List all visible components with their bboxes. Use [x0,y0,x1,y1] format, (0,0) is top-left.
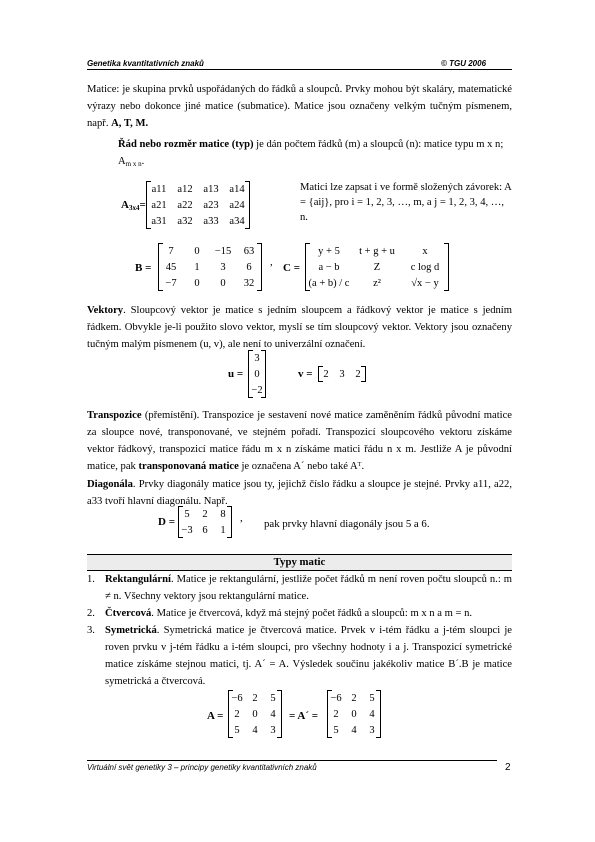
matrix-cell: a32 [177,215,193,227]
matrix-cell: −2 [251,384,263,396]
comma: , [270,256,273,268]
bracket-right [444,243,449,291]
footer-rule [87,760,497,761]
matrix-cell: 0 [194,277,200,289]
list-item-text: . Matice je čtvercová, když má stejný počet řádků a sloupců: m x n a m = n. [151,608,473,619]
matrix-cell: a34 [229,215,245,227]
matrix-c-table [305,243,449,291]
sym-transpose-label: = A´ = [289,710,319,722]
page-header [87,56,512,70]
sym-matrix-a [228,690,282,738]
bracket-left [228,690,233,738]
bracket-left [305,243,310,291]
matrix-cell: 2 [351,692,357,704]
vector-v-table [318,366,366,382]
header-rule [87,69,512,70]
bracket-left [158,243,163,291]
matrix-cell: −3 [181,524,193,536]
bracket-right [277,690,282,738]
diagonal-text: . Prvky diagonály matice jsou ty, jejichž číslo řádku a sloupce je stejné. Prvky a11, a22, a33 tvoří hlavní diagonálu. Např. [87,479,512,507]
matrix-b [158,243,262,291]
transpose-text-end: je označena A´ nebo také Aᵀ. [238,461,365,472]
matrix-cell: a21 [151,199,167,211]
matrix-cell: a13 [203,183,219,195]
list-item [87,571,512,605]
vector-v [318,366,366,382]
sym-matrix-a-transposed-table [327,690,381,738]
matrix-cell: 0 [254,368,260,380]
vectors-text: . Sloupcový vektor je matice s jedním sloupcem a řádkový vektor je matice s jedním řádkem. Obvykle je-li použito slovo vektor, myslí se tím sloupcový vektor. Vektory jsou označeny tučným malým písmenem (u, v), ale není to univerzální označení. [87,305,512,350]
matrix-cell: −15 [214,245,232,257]
matrix-row [178,506,232,522]
bracket-right [376,690,381,738]
matrix-cell: 63 [243,245,255,257]
matrix-cell: a − b [318,261,340,273]
order-paragraph [118,136,512,173]
matrix-row [146,197,250,213]
vector-u-label: u = [228,368,244,380]
matrix-cell: 4 [270,708,276,720]
matrix-a34-table [146,181,250,229]
matrix-row [305,259,449,275]
list-item-text: . Symetrická matice je čtvercová matice. Prvek v i-tém řádku a j-tém sloupci je roven prvku v j-tém řádku a i-tém sloupci, pro všechny hodnoty i a j. Transpozicí symetrické matice získáme stejnou matici, tj. A´ = A. Výsledek součinu jakékoliv matice B´.B je matice symetrická a čtvercová. [105,625,512,687]
matrix-row [228,706,282,722]
order-end: . [141,156,145,167]
list-item-title: Čtvercová [105,608,152,619]
matrix-cell: 5 [333,724,339,736]
vectors-paragraph [87,302,512,353]
matrix-cell: 2 [252,692,258,704]
page-number: 2 [505,762,511,773]
bracket-left [146,181,151,229]
matrix-cell: a14 [229,183,245,195]
matrix-cell: 2 [202,508,208,520]
matrix-cell: 7 [168,245,174,257]
matrix-cell: 3 [339,368,345,380]
matrix-row [146,213,250,229]
matrix-cell: 3 [254,352,260,364]
matrix-cell: −7 [165,277,177,289]
matrix-row [158,259,262,275]
diagonal-paragraph [87,476,512,510]
matrix-row [327,722,381,738]
matrix-cell: c log d [410,261,440,273]
matrix-a34-letter: A [121,199,129,211]
matrix-cell: a31 [151,215,167,227]
diagonal-title: Diagonála [87,479,133,490]
list-item-title: Rektangulární [105,574,171,585]
bracket-left [327,690,332,738]
matrix-row [318,366,366,382]
matrix-cell: 5 [369,692,375,704]
braces-notation-text: Matici lze zapsat i ve formě složených závorek: A = {aij}, pro i = 1, 2, 3, …, m, a j = 1, 2, 3, 4, …, n. [300,182,512,223]
matrix-cell: a24 [229,199,245,211]
vector-v-label: v = [298,368,313,380]
matrix-cell: Z [373,261,381,273]
matrix-cell: a22 [177,199,193,211]
matrix-a34 [146,181,250,229]
list-number: 1. [87,574,95,585]
list-number: 2. [87,608,95,619]
matrix-row [228,722,282,738]
matrix-row [146,181,250,197]
intro-paragraph [87,81,512,132]
matrix-cell: −6 [231,692,243,704]
vector-u [248,350,266,398]
footer-title: Virtuální svět genetiky 3 – principy genetiky kvantitativních znaků [87,763,317,772]
matrix-cell: 3 [220,261,226,273]
matrix-cell: 0 [220,277,226,289]
matrix-row [327,690,381,706]
matrix-cell: 4 [351,724,357,736]
matrix-cell: a33 [203,215,219,227]
types-heading: Typy matic [87,554,512,571]
matrix-cell: a12 [177,183,193,195]
bracket-right [257,243,262,291]
matrix-cell: x [422,245,428,257]
intro-text: Matice: je skupina prvků uspořádaných do řádků a sloupců. Prvky mohou být skaláry, matematické výrazy nebo dokonce jiné matice (submatice). Matice jsou označeny velkým tučným písmenem, např. [87,84,512,129]
matrix-cell: 4 [369,708,375,720]
matrix-c-label: C = [283,262,300,274]
matrix-cell: a23 [203,199,219,211]
transpose-paragraph [87,407,512,475]
diagonal-conclusion: pak prvky hlavní diagonály jsou 5 a 6. [264,518,430,530]
matrix-row [178,522,232,538]
bracket-left [178,506,183,538]
matrix-c [305,243,449,291]
matrix-cell: 2 [234,708,240,720]
list-item-text: . Matice je rektangulární, jestliže počet řádků m není roven počtu sloupců n.: m ≠ n. Všechny vektory jsou rektangulární matice. [105,574,512,602]
matrix-cell: 5 [234,724,240,736]
order-term: Řád nebo rozměr matice (typ) [118,139,254,150]
matrix-b-table [158,243,262,291]
sym-matrix-label: A = [207,710,224,722]
order-subscript: m x n [125,160,142,168]
matrix-cell: 4 [252,724,258,736]
matrix-b-label: B = [135,262,152,274]
matrix-cell: 2 [323,368,329,380]
matrix-row [158,275,262,291]
matrix-d [178,506,232,538]
matrix-cell: 1 [194,261,200,273]
matrix-cell: 6 [246,261,252,273]
transpose-term: transponovaná matice [138,461,239,472]
list-number: 3. [87,625,95,636]
intro-examples: A, T, M. [111,118,149,129]
matrix-cell: 8 [220,508,226,520]
matrix-cell: −6 [330,692,342,704]
matrix-cell: 5 [184,508,190,520]
vectors-title: Vektory [87,305,124,316]
header-title: Genetika kvantitativních znaků [87,59,204,68]
matrix-cell: 32 [243,277,255,289]
matrix-cell: 0 [351,708,357,720]
list-item [87,622,512,690]
sym-matrix-a-table [228,690,282,738]
matrix-d-label: D = [158,516,175,528]
transpose-title: Transpozice [87,410,142,421]
matrix-row [158,243,262,259]
matrix-cell: 1 [220,524,226,536]
bracket-left [248,350,253,398]
matrix-a34-sub: 3x4 [128,204,140,212]
matrix-cell: 45 [165,261,177,273]
list-item-title: Symetrická [105,625,157,636]
matrix-cell: 2 [333,708,339,720]
bracket-left [318,366,323,382]
matrix-cell: (a + b) / c [308,277,350,289]
matrix-cell: t + g + u [359,245,395,257]
matrix-row [305,275,449,291]
matrix-cell: 0 [252,708,258,720]
matrix-d-table [178,506,232,538]
header-copyright: © TGU 2006 [441,59,487,68]
matrix-cell: z² [373,277,381,289]
matrix-cell: √x − y [411,277,439,289]
transpose-text: (přemístění). Transpozice je sestavení nové matice zaměněním řádků původní matice za sloupce nové, transponované, ve stejném pořadí. Transpozicí sloupcového vektoru získáme vektor řádkový, transpozicí matice řádu m x n získáme matici řádu n x m. Jestliže A je původní matice, pak [87,410,512,472]
order-text: je dán počtem řádků (m) a sloupců (n): matice typu m x n; A [118,139,504,167]
matrix-cell: 3 [369,724,375,736]
matrix-cell: 6 [202,524,208,536]
matrix-cell: y + 5 [318,245,340,257]
matrix-row [305,243,449,259]
matrix-cell: 0 [194,245,200,257]
matrix-row [228,690,282,706]
comma: , [240,512,243,524]
bracket-right [261,350,266,398]
sym-matrix-a-transposed [327,690,381,738]
bracket-right [361,366,366,382]
matrix-cell: 5 [270,692,276,704]
matrix-a34-label: $A_{3x4}=$ [121,199,146,212]
matrix-cell: 3 [270,724,276,736]
list-item [87,605,512,622]
matrix-row [327,706,381,722]
matrix-cell: a11 [151,183,167,195]
matrix-cell: 2 [355,368,361,380]
bracket-right [245,181,250,229]
bracket-right [227,506,232,538]
